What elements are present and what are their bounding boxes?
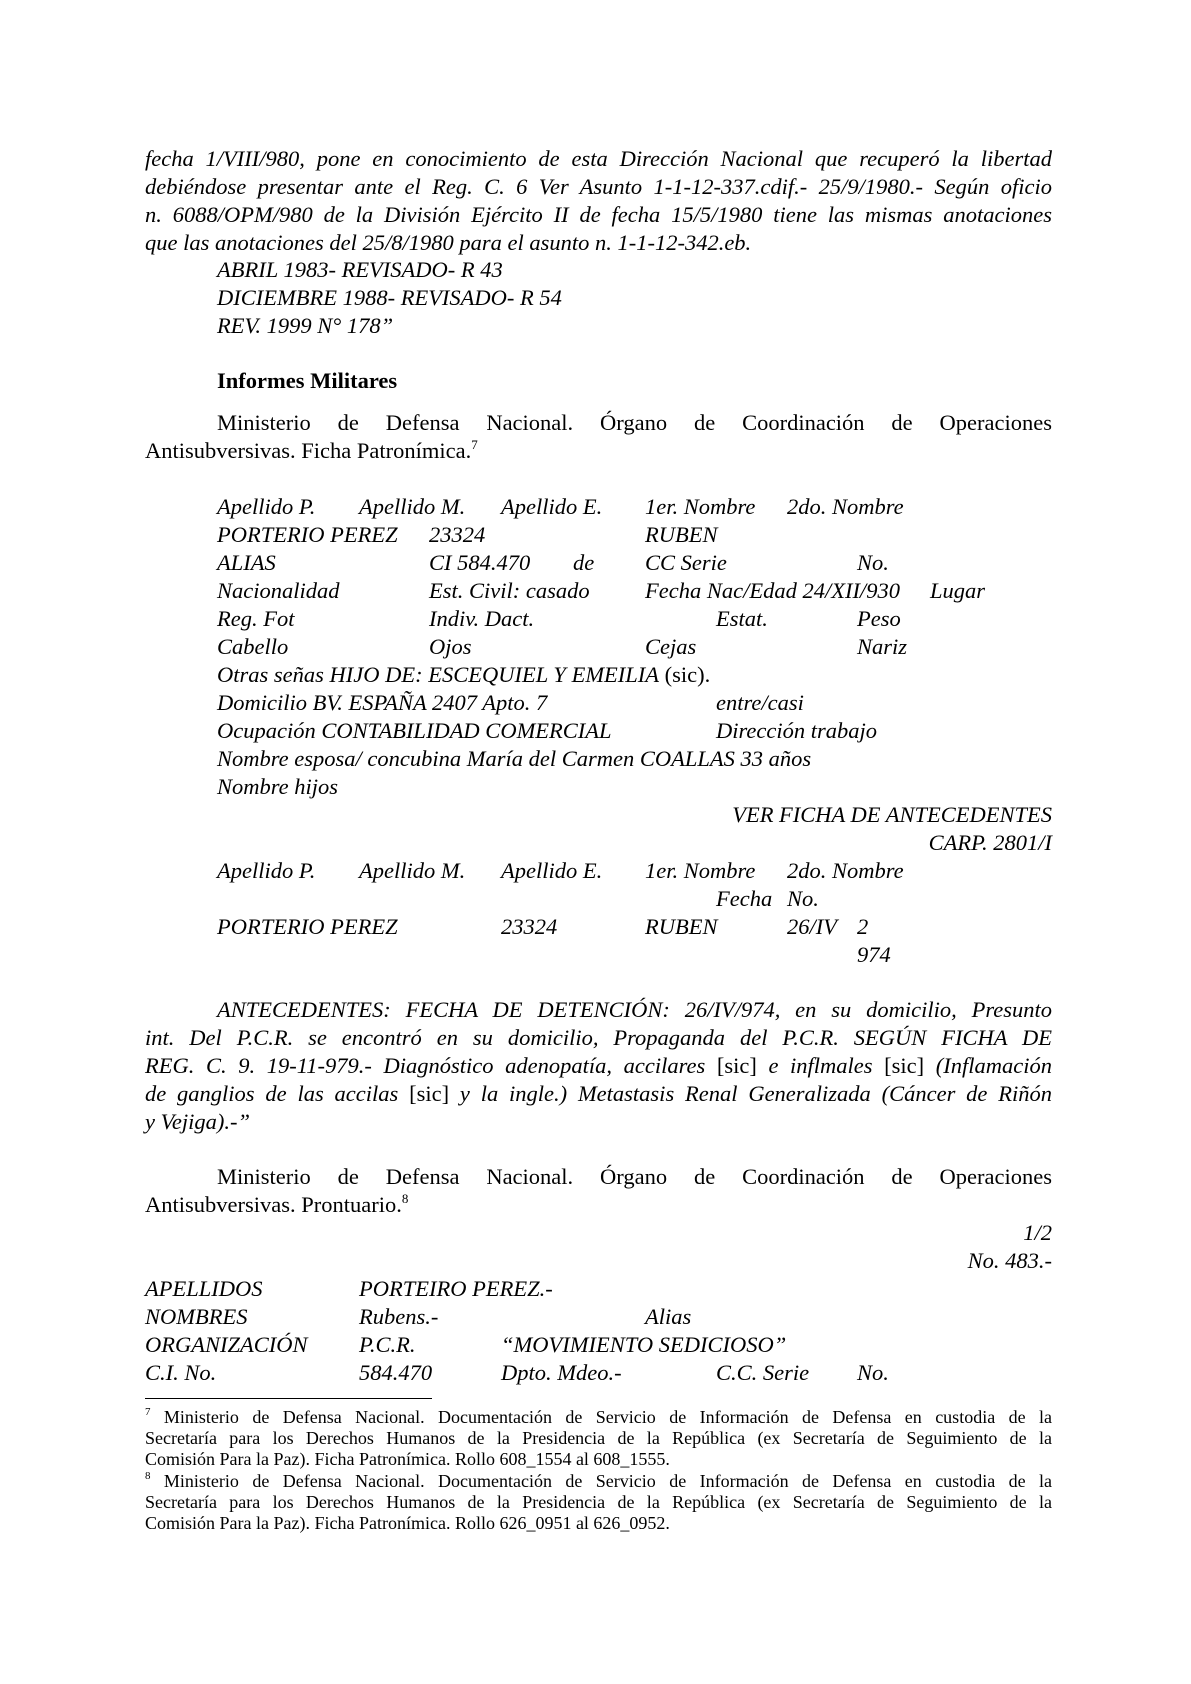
revision-3: REV. 1999 N° 178” — [217, 313, 394, 338]
ficha2-fecha: 26/IV — [787, 914, 837, 939]
ficha-entre-casi: entre/casi — [716, 690, 804, 715]
intro-line-1: fecha 1/VIII/980, pone en conocimiento de esta Dirección Nacional que recuperó la libertad — [145, 146, 1052, 171]
ficha-esposa: Nombre esposa/ concubina María del Carmen COALLAS 33 años — [217, 746, 812, 771]
ficha2-header-no: No. — [787, 886, 819, 911]
ficha2-apellidos: PORTERIO PEREZ — [217, 914, 398, 939]
ci-label: C.I. No. — [145, 1360, 217, 1385]
sic-mark: [sic] — [884, 1053, 925, 1078]
ci-value: 584.470 — [359, 1360, 433, 1385]
ficha-ver-antecedentes: VER FICHA DE ANTECEDENTES — [732, 802, 1052, 827]
dpto-value: Dpto. Mdeo.- — [501, 1360, 622, 1385]
prontuario-page: 1/2 — [1023, 1220, 1052, 1245]
revision-1: ABRIL 1983- REVISADO- R 43 — [217, 257, 503, 282]
footnote-8-line-1: $^8$ Ministerio de Defensa Nacional. Documentación de Servicio de Información de Defensa en custodia de la — [145, 1470, 1052, 1491]
ficha-nacionalidad: Nacionalidad — [217, 578, 340, 603]
ficha-header-nombre-2: 2do. Nombre — [787, 494, 904, 519]
organizacion-name: “MOVIMIENTO SEDICIOSO” — [501, 1332, 787, 1357]
intro-line-3: n. 6088/OPM/980 de la División Ejército II de fecha 15/5/1980 tiene las mismas anotaciones — [145, 202, 1052, 227]
antecedentes-line-3: REG. C. 9. 19-11-979.- Diagnóstico adenopatía, accilares [sic] e inflmales [sic] (Inflamación — [145, 1053, 1052, 1078]
ficha-ocupacion: Ocupación CONTABILIDAD COMERCIAL — [217, 718, 612, 743]
ficha-direccion-trabajo: Dirección trabajo — [716, 718, 878, 743]
ficha-header-apellido-e: Apellido E. — [501, 494, 603, 519]
ficha-otras-senas: Otras señas HIJO DE: ESCEQUIEL Y EMEILIA (sic). — [217, 662, 711, 687]
ficha2-header-apellido-p: Apellido P. — [217, 858, 316, 883]
footnote-8-line-2: Secretaría para los Derechos Humanos de la Presidencia de la República (ex Secretaría de Seguimiento de la — [145, 1492, 1052, 1512]
ficha-ojos: Ojos — [429, 634, 472, 659]
ficha-header-apellido-p: Apellido P. — [217, 494, 316, 519]
ficha-fecha-nacimiento: Fecha Nac/Edad 24/XII/930 — [645, 578, 900, 603]
ficha-apellidos: PORTERIO PEREZ — [217, 522, 398, 547]
ficha-domicilio: Domicilio BV. ESPAÑA 2407 Apto. 7 — [217, 690, 548, 715]
no-label: No. — [857, 1360, 889, 1385]
antecedentes-line-4: de ganglios de las accilas [sic] y la ingle.) Metastasis Renal Generalizada (Cáncer de Riñón — [145, 1081, 1052, 1106]
ficha-nariz: Nariz — [857, 634, 908, 659]
prontuario-intro-line-2: Antisubversivas. Prontuario.$^8$ — [145, 1191, 409, 1217]
nombres-value: Rubens.- — [359, 1304, 439, 1329]
footnote-7-line-2: Secretaría para los Derechos Humanos de la Presidencia de la República (ex Secretaría de Seguimiento de la — [145, 1428, 1052, 1448]
revision-2: DICIEMBRE 1988- REVISADO- R 54 — [217, 285, 562, 310]
ficha2-header-fecha: Fecha — [716, 886, 773, 911]
ficha-reg-fot: Reg. Fot — [217, 606, 295, 631]
footnote-7-line-1: $^7$ Ministerio de Defensa Nacional. Documentación de Servicio de Información de Defensa en custodia de la — [145, 1406, 1052, 1427]
footnote-8-line-3: Comisión Para la Paz). Ficha Patronímica. Rollo 626_0951 al 626_0952. — [145, 1513, 670, 1533]
intro-line-4: que las anotaciones del 25/8/1980 para el asunto n. 1-1-12-342.eb. — [145, 230, 752, 255]
ficha2-no-cont: 974 — [857, 942, 891, 967]
ficha-alias-label: ALIAS — [217, 550, 276, 575]
sic-mark: [sic] — [716, 1053, 757, 1078]
cc-serie-label: C.C. Serie — [716, 1360, 810, 1385]
alias-label: Alias — [645, 1304, 692, 1329]
footnote-ref-8[interactable]: 8 — [401, 1191, 409, 1206]
ficha-hijos: Nombre hijos — [217, 774, 339, 799]
ficha2-header-apellido-m: Apellido M. — [359, 858, 466, 883]
ficha2-nombre: RUBEN — [645, 914, 718, 939]
ficha-intro-line-1: Ministerio de Defensa Nacional. Órgano de Coordinación de Operaciones — [217, 410, 1052, 435]
ficha-nombre: RUBEN — [645, 522, 718, 547]
antecedentes-line-2: int. Del P.C.R. se encontró en su domicilio, Propaganda del P.C.R. SEGÚN FICHA DE — [145, 1025, 1052, 1050]
nombres-label: NOMBRES — [145, 1304, 248, 1329]
footnote-rule — [145, 1398, 432, 1399]
ficha2-header-nombre-2: 2do. Nombre — [787, 858, 904, 883]
ficha-header-nombre-1: 1er. Nombre — [645, 494, 756, 519]
ficha-ci: CI 584.470 — [429, 550, 531, 575]
ficha-de: de — [573, 550, 595, 575]
ficha2-header-apellido-e: Apellido E. — [501, 858, 603, 883]
prontuario-intro-line-1: Ministerio de Defensa Nacional. Órgano de Coordinación de Operaciones — [217, 1164, 1052, 1189]
ficha-number: 23324 — [429, 522, 486, 547]
ficha2-number: 23324 — [501, 914, 558, 939]
ficha-header-apellido-m: Apellido M. — [359, 494, 466, 519]
ficha-estat: Estat. — [716, 606, 768, 631]
antecedentes-line-1: ANTECEDENTES: FECHA DE DETENCIÓN: 26/IV/974, en su domicilio, Presunto — [217, 997, 1052, 1022]
ficha-cc-serie: CC Serie — [645, 550, 727, 575]
ficha-peso: Peso — [857, 606, 901, 631]
ficha-intro-line-2: Antisubversivas. Ficha Patronímica.$^7$ — [145, 437, 478, 463]
apellidos-label: APELLIDOS — [145, 1276, 263, 1301]
antecedentes-line-5: y Vejiga).-” — [145, 1109, 250, 1134]
ficha-carpeta: CARP. 2801/I — [928, 830, 1052, 855]
ficha2-no: 2 — [857, 914, 869, 939]
ficha-lugar: Lugar — [930, 578, 986, 603]
section-heading: Informes Militares — [217, 368, 398, 393]
ficha-no: No. — [857, 550, 889, 575]
sic-mark: [sic] — [409, 1081, 450, 1106]
organizacion-value: P.C.R. — [359, 1332, 416, 1357]
ficha-indiv-dact: Indiv. Dact. — [429, 606, 535, 631]
ficha2-header-nombre-1: 1er. Nombre — [645, 858, 756, 883]
footnote-ref-7[interactable]: 7 — [471, 437, 478, 452]
ficha-estado-civil: Est. Civil: casado — [429, 578, 590, 603]
footnote-7-line-3: Comisión Para la Paz). Ficha Patronímica. Rollo 608_1554 al 608_1555. — [145, 1449, 670, 1469]
intro-line-2: debiéndose presentar ante el Reg. C. 6 Ver Asunto 1-1-12-337.cdif.- 25/9/1980.- Según oficio — [145, 174, 1052, 199]
organizacion-label: ORGANIZACIÓN — [145, 1332, 308, 1357]
ficha-cabello: Cabello — [217, 634, 289, 659]
prontuario-number: No. 483.- — [967, 1248, 1052, 1273]
apellidos-value: PORTEIRO PEREZ.- — [359, 1276, 553, 1301]
ficha-cejas: Cejas — [645, 634, 697, 659]
